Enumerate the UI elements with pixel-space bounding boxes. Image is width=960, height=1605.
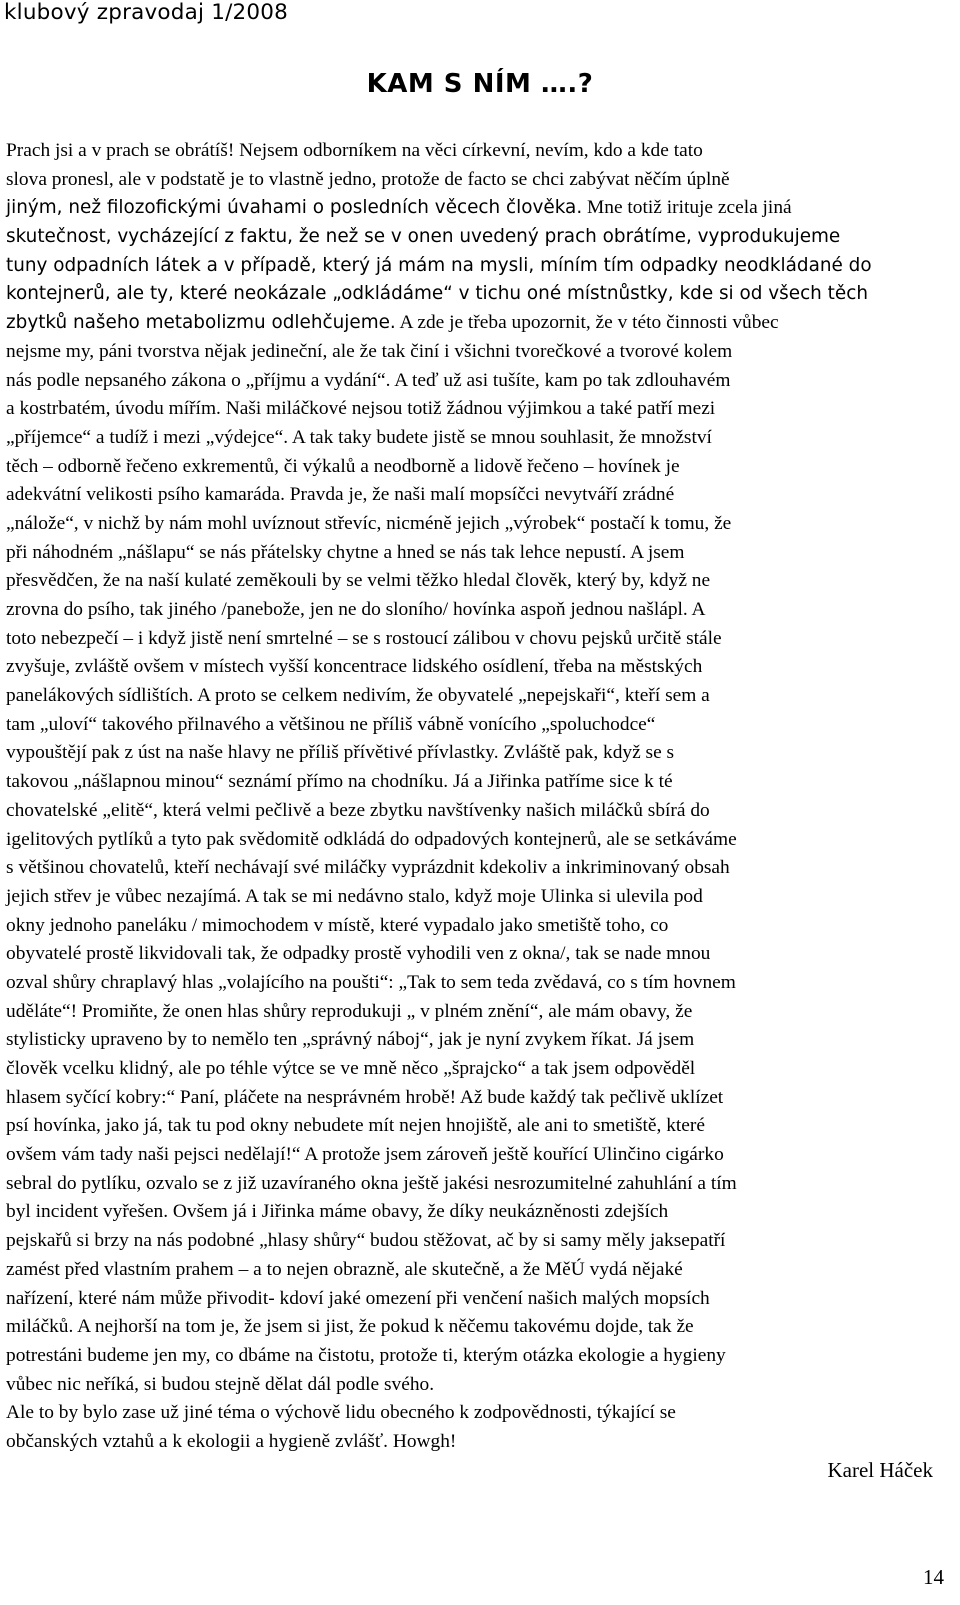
text-segment: vůbec nic neříká, si budou stejně dělat dál podle svého. [6, 1373, 435, 1395]
text-segment: okny jednoho paneláku / mimochodem v místě, které vypadalo jako smetiště toho, co [6, 914, 669, 936]
text-segment: s většinou chovatelů, kteří nechávají své miláčky vyprázdnit kdekoliv a inkriminovaný obsah [6, 857, 730, 879]
text-line [6, 539, 946, 568]
text-segment: těch – odborně řečeno exkrementů, či výkalů a neodborně a lidově řečeno – hovínek je [6, 455, 680, 477]
text-line [6, 682, 946, 711]
author-signature: Karel Háček [827, 1458, 933, 1482]
text-segment: tam „uloví“ takového přilnavého a většinou ne příliš vábně vonícího „spoluchodce“ [6, 713, 656, 735]
text-line [6, 137, 946, 166]
text-segment: takovou „nášlapnou minou“ seznámí přímo na chodníku. Já a Jiřinka patříme sice k té [6, 771, 673, 793]
text-segment: ozval shůry chraplavý hlas „volajícího na poušti“: „Tak to sem teda zvědavá, co s tím hovnem [6, 971, 736, 993]
text-segment: A zde je třeba upozornit, že v této činnosti vůbec [395, 312, 779, 334]
text-segment: hlasem syčící kobry:“ Paní, pláčete na nesprávném hrobě! Až bude každý tak pečlivě uklízet [6, 1086, 724, 1108]
text-line [6, 826, 946, 855]
text-line [6, 1313, 946, 1342]
text-segment: sebral do pytlíku, ozvalo se z již uzavíraného okna ještě jakési nesrozumitelné zahuhlání a tím [6, 1172, 737, 1194]
text-segment: toto nebezpečí – i když jistě není smrtelné – se s rostoucí zálibou v chovu pejsků určitě stále [6, 627, 722, 649]
text-segment: slova pronesl, ale v podstatě je to vlastně jedno, protože de facto se chci zabývat něčím úplně [6, 168, 730, 190]
text-segment: chovatelské „elitě“, která velmi pečlivě a beze zbytku navštívenky našich miláčků sbírá do [6, 799, 710, 821]
text-segment: nás podle nepsaného zákona o „příjmu a vydání“. A teď už asi tušíte, kam po tak zdlouhavém [6, 369, 731, 391]
text-line [6, 166, 946, 195]
text-line [6, 510, 946, 539]
text-line [6, 1285, 946, 1314]
page-number: 14 [923, 1565, 944, 1589]
text-line [6, 1342, 946, 1371]
text-segment: nejsme my, páni tvorstva nějak jedineční, ale že tak činí i všichni tvorečkové a tvorové kolem [6, 340, 733, 362]
text-segment: vypouštějí pak z úst na naše hlavy ne příliš přívětivé přívlastky. Zvláště pak, když se s [6, 742, 675, 764]
text-line [6, 395, 946, 424]
text-line [6, 1399, 946, 1428]
text-line [6, 367, 946, 396]
text-segment: při náhodném „nášlapu“ se nás přátelsky chytne a hned se nás tak lehce nepustí. A jsem [6, 541, 685, 563]
text-segment: „nálože“, v nichž by nám mohl uvíznout střevíc, nicméně jejich „výrobek“ postačí k tomu, že [6, 512, 732, 534]
text-line [6, 998, 946, 1027]
text-segment: igelitových pytlíků a tyto pak svědomitě odkládá do odpadových kontejnerů, ale se setkáváme [6, 828, 737, 850]
text-segment: Ale to by bylo zase už jiné téma o výchově lidu obecného k zodpovědnosti, týkající se [6, 1402, 676, 1424]
text-line [6, 1256, 946, 1285]
text-line [6, 1428, 946, 1457]
text-line [6, 711, 946, 740]
text-segment: panelákových sídlištích. A proto se celkem nedivím, že obyvatelé „nepejskaři“, kteří sem a [6, 685, 710, 707]
text-line [6, 1371, 946, 1400]
text-line [6, 280, 946, 309]
text-segment: skutečnost, vycházející z faktu, že než se v onen uvedený prach obrátíme, vyprodukujeme [6, 226, 841, 248]
text-segment: pejskařů si brzy na nás podobné „hlasy shůry“ budou stěžovat, ač by si samy měly jaksepatří [6, 1230, 726, 1252]
text-line [6, 453, 946, 482]
text-line [6, 1141, 946, 1170]
text-segment: miláčků. A nejhorší na tom je, že jsem si jist, že pokud k něčemu takovému dojde, tak že [6, 1316, 694, 1338]
text-segment: jiným, než filozofickými úvahami o posledních věcech člověka. [6, 197, 583, 219]
text-line [6, 223, 946, 252]
text-segment: adekvátní velikosti psího kamaráda. Pravda je, že naši malí mopsíčci nevytváří zrádné [6, 484, 675, 506]
text-line [6, 912, 946, 941]
text-line [6, 940, 946, 969]
text-line [6, 797, 946, 826]
text-segment: zamést před vlastním prahem – a to nejen obrazně, ale skutečně, a že MěÚ vydá nějaké [6, 1258, 683, 1280]
text-line [6, 1055, 946, 1084]
text-line [6, 625, 946, 654]
text-segment: obyvatelé prostě likvidovali tak, že odpadky prostě vyhodili ven z okna/, tak se nade mnou [6, 943, 711, 965]
text-segment: přesvědčen, že na naší kulaté zeměkouli by se velmi těžko hledal člověk, který by, když ne [6, 570, 711, 592]
text-line [6, 739, 946, 768]
text-line [6, 969, 946, 998]
text-line [6, 252, 946, 281]
text-segment: občanských vztahů a k ekologii a hygieně zvlášť. Howgh! [6, 1430, 457, 1452]
text-segment: kontejnerů, ale ty, které neokázale „odkládáme“ v tichu oné místnůstky, kde si od všech těch [6, 283, 868, 305]
text-line [6, 1112, 946, 1141]
text-segment: Prach jsi a v prach se obrátíš! Nejsem odborníkem na věci církevní, nevím, kdo a kde tato [6, 140, 703, 161]
text-line [6, 481, 946, 510]
text-segment: Mne totiž irituje zcela jiná [582, 197, 792, 219]
text-line [6, 1227, 946, 1256]
text-segment: uděláte“! Promiňte, že onen hlas shůry reprodukuji „ v plném znění“, ale mám obavy, že [6, 1000, 693, 1022]
article-body [6, 137, 946, 1457]
text-segment: psí hovínka, jako já, tak tu pod okny nebudete mít nejen hnojiště, ale ani to smetiště, které [6, 1115, 705, 1137]
text-segment: ovšem vám tady naši pejsci nedělají!“ A protože jsem zároveň ještě kouřící Ulinčino cigárko [6, 1144, 724, 1166]
text-segment: zvyšuje, zvláště ovšem v místech vyšší koncentrace lidského osídlení, třeba na městských [6, 656, 703, 678]
article-title: KAM S NÍM ….? [366, 69, 594, 99]
text-line [6, 1026, 946, 1055]
text-segment: „příjemce“ a tudíž i mezi „výdejce“. A tak taky budete jistě se mnou souhlasit, že množství [6, 426, 712, 448]
text-line [6, 567, 946, 596]
text-segment: zrovna do psího, tak jiného /panebože, jen ne do sloního/ hovínka aspoň jednou našlápl. A [6, 599, 706, 620]
text-segment: stylisticky upraveno by to nemělo ten „správný náboj“, jak je nyní zvykem říkat. Já jsem [6, 1029, 695, 1051]
text-segment: a kostrbatém, úvodu mířím. Naši miláčkové nejsou totiž žádnou výjimkou a také patří mezi [6, 398, 716, 420]
text-segment: zbytků našeho metabolizmu odlehčujeme. [6, 312, 396, 334]
text-segment: nařízení, které nám může přivodit- kdoví jaké omezení při venčení našich malých mopsích [6, 1287, 710, 1309]
text-line [6, 424, 946, 453]
text-segment: člověk vcelku klidný, ale po téhle výtce se ve mně něco „šprajcko“ a tak jsem odpověděl [6, 1058, 696, 1079]
text-line [6, 768, 946, 797]
text-line [6, 338, 946, 367]
text-line [6, 854, 946, 883]
text-line [6, 309, 946, 338]
publication-header: klubový zpravodaj 1/2008 [4, 0, 289, 25]
text-line [6, 1170, 946, 1199]
text-segment: tuny odpadních látek a v případě, který já mám na mysli, míním tím odpadky neodkládané do [6, 254, 872, 276]
text-line [6, 1084, 946, 1113]
text-segment: potrestáni budeme jen my, co dbáme na čistotu, protože ti, kterým otázka ekologie a hygieny [6, 1344, 726, 1366]
text-line [6, 883, 946, 912]
text-line [6, 653, 946, 682]
text-line [6, 194, 946, 223]
text-line [6, 596, 946, 625]
text-line [6, 1198, 946, 1227]
text-segment: jejich střev je vůbec nezajímá. A tak se mi nedávno stalo, když moje Ulinka si ulevila pod [6, 885, 703, 907]
text-segment: byl incident vyřešen. Ovšem já i Jiřinka máme obavy, že díky neukázněnosti zdejších [6, 1201, 669, 1223]
